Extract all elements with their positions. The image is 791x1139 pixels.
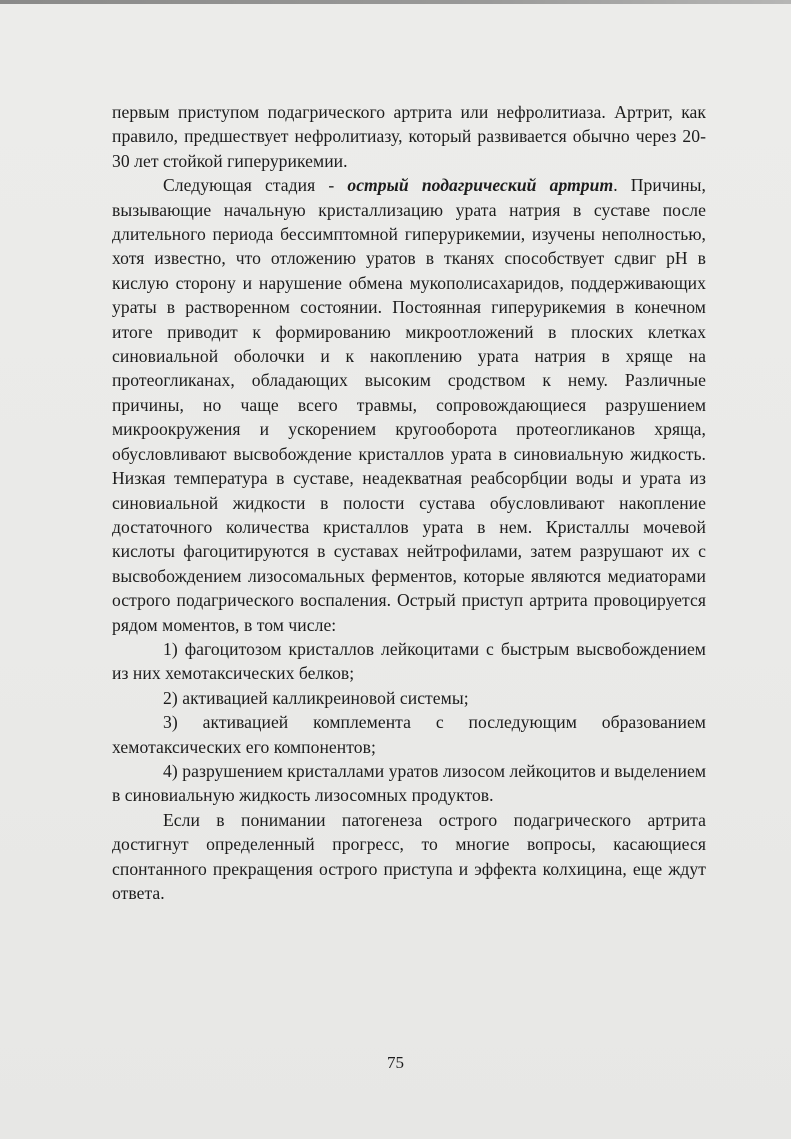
list-item-2: 2) активацией калликреиновой системы; [163,687,469,708]
list-item-4: 4) разрушением кристаллами уратов лизосом лейкоцитов и выделением в синовиальную жидкость лизосомных продуктов. [112,760,706,806]
paragraph-lead-in: Следующая стадия - [163,175,348,196]
paragraph-conclusion: Если в понимании патогенеза острого подагрического артрита достигнут определенный прогресс, то многие вопросы, касающиеся спонтанного прекращения острого приступа и эффекта колхицина, еще ждут ответа. [112,809,706,903]
emphasized-term: острый подагрический артрит [347,175,614,196]
page-number: 75 [387,1053,404,1072]
list-item-3: 3) активацией комплемента с последующим образованием хемотаксических его компонентов; [112,712,706,757]
paragraph-acute-gout-stage [112,173,706,637]
paragraph-intro-continuation: первым приступом подагрического артрита или нефролитиаза. Артрит, как правило, предшествует нефролитиазу, который развивается обычно через 20-30 лет стойкой гиперурикемии. [112,102,706,171]
scan-edge-shadow [0,0,791,4]
body-text [112,100,706,905]
list-item-1: 1) фагоцитозом кристаллов лейкоцитами с быстрым высвобождением из них хемотаксических белков; [112,638,706,684]
paragraph-body: . Причины, вызывающие начальную кристаллизацию урата натрия в суставе после длительного периода бессимптомной гиперурикемии, изучены неполностью, хотя известно, что отложению уратов в тканях способствует сдвиг pH в кислую сторону и нарушение обмена мукополисахаридов, поддерживающих ураты в растворенном состоянии. Постоянная гиперурикемия в конечном итоге приводит к формированию микроотложений в плоских клетках синовиальной оболочки и к накоплению урата натрия в хряще на протеогликанах, обладающих высоким сродством к нему. Различные причины, но чаще всего травмы, сопровождающиеся разрушением микроокружения и ускорением кругооборота протеогликанов хряща, обусловливают высвобождение кристаллов урата в синовиальную жидкость. Низкая температура в суставе, неадекватная реабсорбции воды и урата из синовиальной жидкости в полости сустава обусловливают накопление достаточного количества кристаллов урата в нем. Кристаллы мочевой кислоты фагоцитируются в суставах нейтрофилами, затем разрушают их с высвобождением лизосомальных ферментов, которые являются медиаторами острого подагрического воспаления. Острый приступ артрита провоцируется рядом моментов, в том числе: [112,175,706,635]
